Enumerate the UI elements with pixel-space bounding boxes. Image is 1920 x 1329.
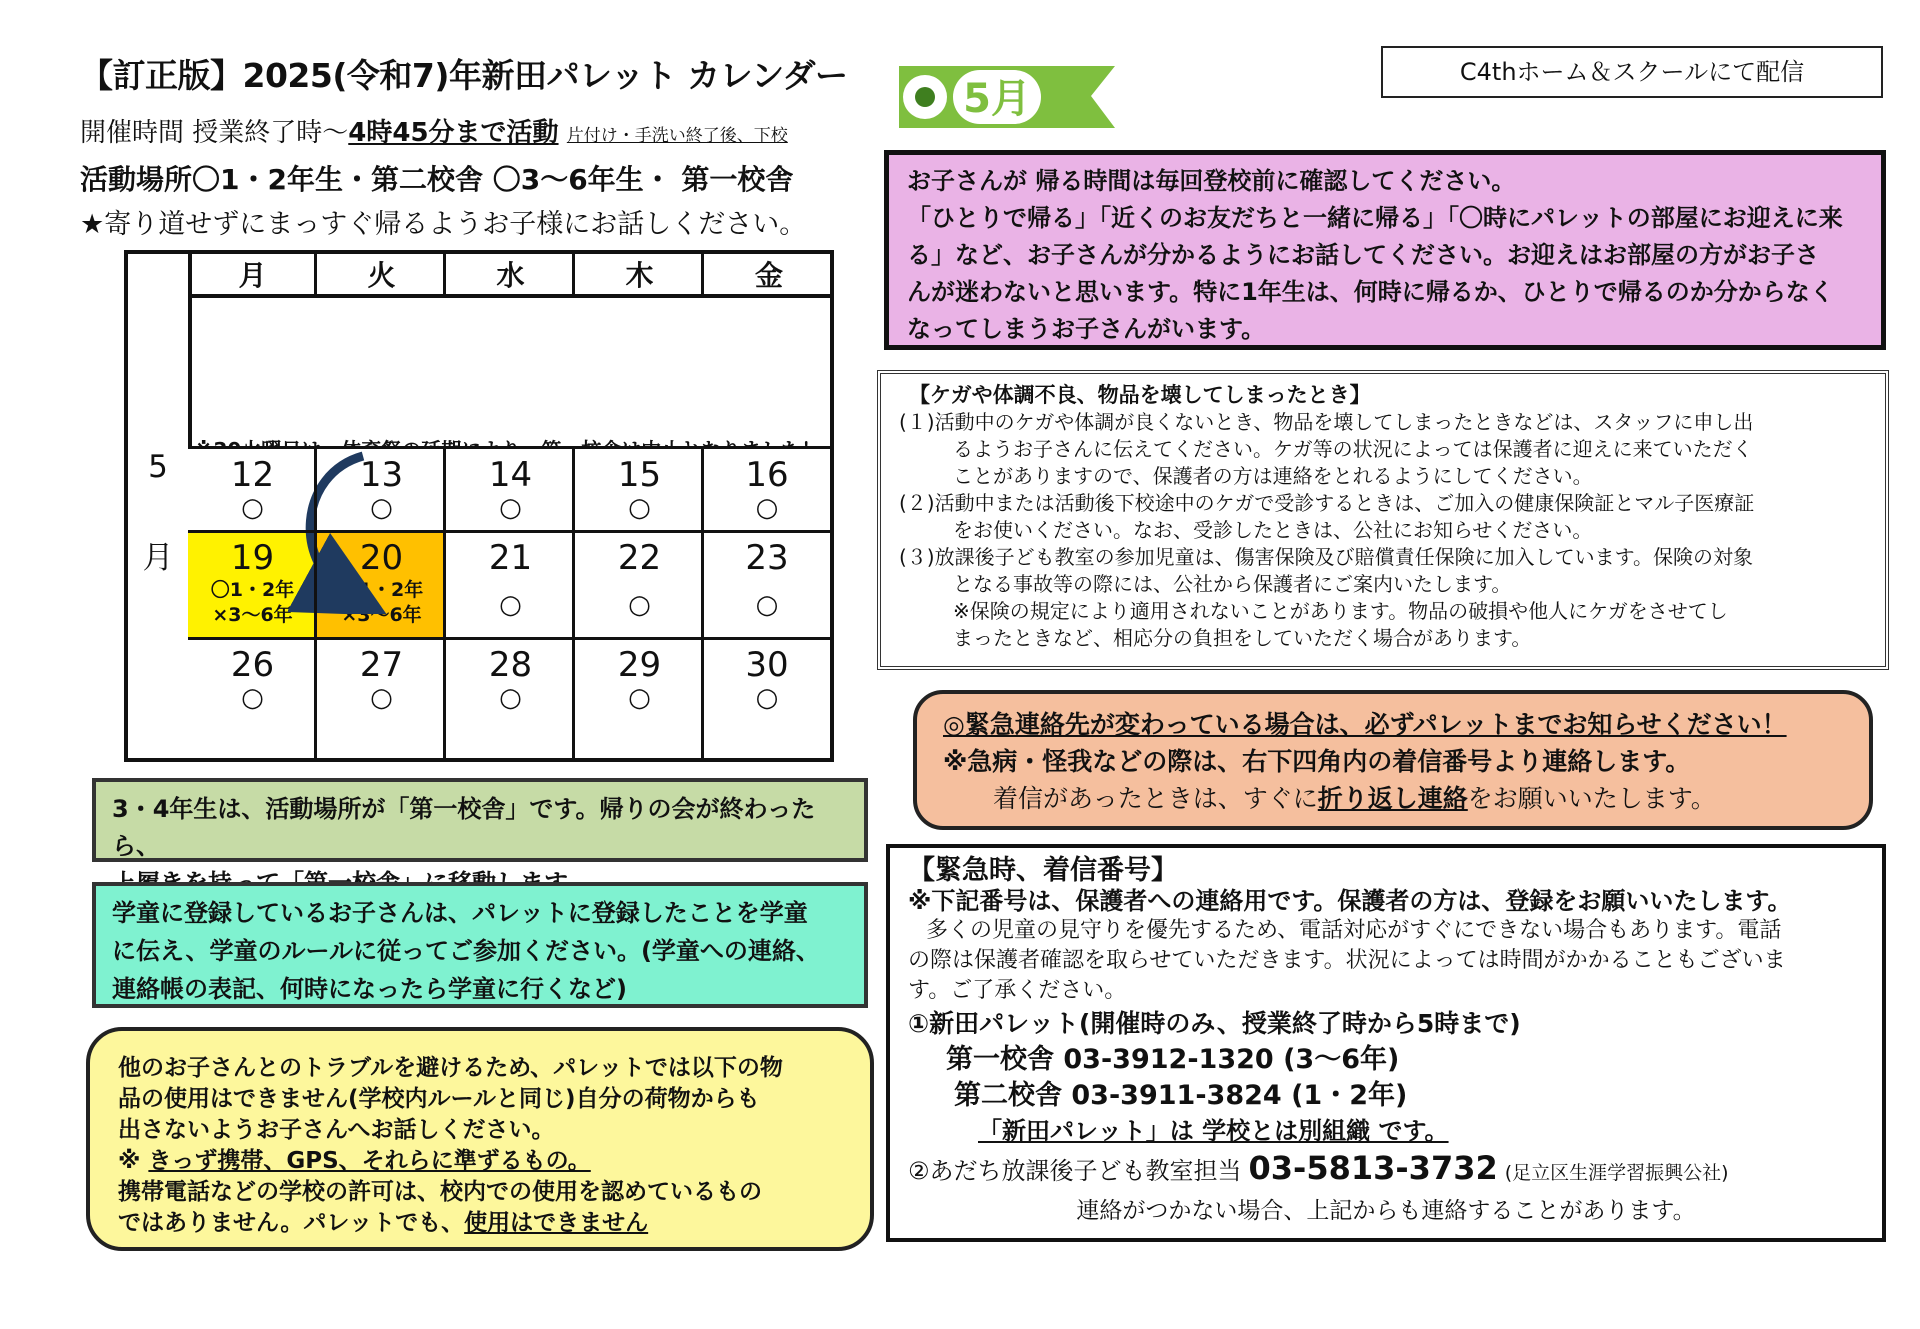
calendar-column-divider [443,254,446,294]
grade-status-line: 〇1・2年 [339,579,424,601]
calendar-day-cell [188,639,317,758]
calendar-date: 12 [230,455,275,495]
injury-p3-c: ※保険の規定により適用されないことがあります。物品の破損や他人にケガをさせてし [953,599,1728,623]
activity-circle-mark: ○ [755,683,779,713]
emergency-line-2: ※急病・怪我などの際は、右下四角内の着信番号より連絡します。 [943,747,1691,776]
calendar-day-cell [446,639,575,758]
emergency-callback-emphasis: 折り返し連絡 [1317,784,1468,813]
injury-p3-b: となる事故等の際には、公社から保護者にご案内いたします。 [953,572,1512,596]
grade-status-line: 〇1・2年 [210,579,295,601]
calendar-day-cell [317,639,446,758]
calendar-date: 30 [745,645,789,685]
calendar-note-row [188,294,830,449]
phone-numbers-box [886,844,1886,1242]
activity-circle-mark: ○ [499,590,522,620]
calendar-row-divider [188,530,830,533]
phone-note-3: す。ご了承ください。 [908,978,1127,1003]
calendar-day-cell [446,449,575,532]
activity-circle-mark: ○ [241,493,264,523]
activity-circle-mark: ○ [499,493,522,523]
phone-item-2 [908,1148,1864,1193]
gakudo-line-1: 学童に登録しているお子さんは、パレットに登録したことを学童 [112,899,808,927]
grade-status-line: ×3～6年 [341,604,422,626]
phone-note-2: の際は保護者確認を取らせていただきます。状況によっては時間がかかることもございま [908,948,1786,973]
phone-note-1: 多くの児童の見守りを優先するため、電話対応がすぐにできない場合もあります。電話 [926,918,1782,943]
emergency-line-3-suffix: をお願いいたします。 [1467,784,1716,813]
emergency-contact-notice [913,690,1873,830]
calendar-date: 29 [617,645,662,685]
gakudo-line-3: 連絡帳の表記、何時になったら学童に行くなど) [112,975,627,1003]
calendar-column-divider [572,449,575,758]
calendar-column-divider [443,449,446,758]
phone-separate-org: 「新田パレット」は 学校とは別組織 です。 [978,1117,1449,1145]
weekday-fri: 金 [754,259,783,292]
calendar-column-divider [701,254,704,294]
hours-highlight: 4時45分まで活動 [348,118,559,148]
month-char-number: 5 [148,449,168,485]
activity-circle-mark: ○ [241,683,264,713]
gakudo-notice [92,882,868,1008]
activity-circle-mark: ○ [628,590,651,620]
calendar-column-divider [314,449,317,758]
calendar-column-divider [314,254,317,294]
weekday-wed: 水 [496,259,525,292]
activity-circle-mark: ○ [628,493,651,523]
activity-circle-mark: ○ [370,683,393,713]
weekday-tue: 火 [367,259,396,292]
calendar-date: 15 [617,455,662,495]
pickup-line-2: 「ひとりで帰る」「近くのお友だちと一緒に帰る」「〇時にパレットの部屋にお迎えに来 [907,204,1843,232]
device-rule-notice [86,1027,874,1251]
calendar-date: 27 [359,645,404,685]
calendar-day-cell [704,639,830,758]
calendar-date: 19 [230,538,275,578]
injury-p2-a: (２)活動中または活動後下校途中のケガで受診するときは、ご加入の健康保険証とマル子医療証 [899,491,1755,515]
grade34-notice [92,778,868,862]
activity-circle-mark: ○ [370,493,393,523]
calendar-day-cell [575,639,704,758]
phone-item-2-org: (足立区生涯学習振興公社) [1504,1162,1729,1184]
weekday-thu: 木 [625,259,654,292]
device-line-6-prefix: ではありません。パレットでも、 [118,1210,465,1236]
device-line-5: 携帯電話などの学校の許可は、校内での使用を認めているもの [118,1179,762,1205]
pickup-line-3: る」など、お子さんが分かるようにお話してください。お迎えはお部屋の方がお子さ [907,241,1819,269]
phone-school-2: 第二校舎 03-3911-3824 (1・2年) [954,1080,1408,1111]
phone-item-2-number: 03-5813-3732 [1248,1149,1498,1187]
emergency-line-3-prefix: 着信があったときは、すぐに [993,784,1318,813]
move-arrow-icon [288,444,398,614]
device-line-3: 出さないようお子さんへお話しください。 [118,1117,555,1143]
device-line-4-underlined: きっず携帯、GPS、それらに準ずるもの。 [148,1148,591,1174]
injury-p3-d: まったときなど、相応分の負担をしていただく場合があります。 [953,626,1532,650]
calendar-date: 13 [359,455,404,495]
calendar-date: 23 [745,538,789,578]
phone-school-1: 第一校舎 03-3912-1320 (3～6年) [946,1044,1400,1075]
phone-item-1: ①新田パレット(開催時のみ、授業終了時から5時まで) [908,1009,1521,1038]
calendar-date: 16 [745,455,789,495]
page-title: 【訂正版】2025(令和7)年新田パレット カレンダー [80,56,848,95]
phone-item-2-label: ②あだち放課後子ども教室担当 [908,1157,1242,1185]
calendar-date: 20 [359,538,404,578]
calendar-date: 28 [488,645,533,685]
month-char-kanji: 月 [142,540,174,576]
pickup-line-5: なってしまうお子さんがいます。 [907,315,1266,343]
grade-status-line: ×3～6年 [212,604,293,626]
calendar-date: 14 [488,455,533,495]
device-line-6-underlined: 使用はできません [464,1210,649,1236]
activity-circle-mark: ○ [499,683,522,713]
device-line-2: 品の使用はできません(学校内ルールと同じ)自分の荷物からも [118,1086,760,1112]
flag-label: 5月 [963,76,1031,122]
hours-note: 片付け・手洗い終了後、下校 [566,126,788,146]
emergency-line-3 [943,780,1843,817]
go-home-notice: ★寄り道せずにまっすぐ帰るようお子様にお話しください。 [80,209,807,240]
injury-heading: 【ケガや体調不良、物品を壊してしまったとき】 [909,383,1371,407]
koinobori-flag-icon [895,58,1115,134]
device-line-1: 他のお子さんとのトラブルを避けるため、パレットでは以下の物 [118,1055,783,1081]
activity-place: 活動場所〇1・2年生・第二校舎 〇3～6年生・ 第一校舎 [80,163,794,196]
injury-p3-a: (３)放課後子ども教室の参加児童は、傷害保険及び賠償責任保険に加入しています。保険の対象 [899,545,1754,569]
device-line-4 [118,1146,842,1177]
phone-footer: 連絡がつかない場合、上記からも連絡することがあります。 [1076,1198,1696,1224]
phone-note-bold: ※下記番号は、保護者への連絡用です。保護者の方は、登録をお願いいたします。 [908,887,1792,915]
injury-p2-b: をお使いください。なお、受診したときは、公社にお知らせください。 [953,518,1593,542]
calendar-date: 21 [488,538,533,578]
phone-heading: 【緊急時、着信番号】 [908,855,1178,886]
calendar-date: 22 [617,538,662,578]
calendar-day-cell [575,532,704,639]
weekday-mon: 月 [238,259,267,292]
hours-line [80,112,788,149]
injury-p1-a: (１)活動中のケガや体調が良くないとき、物品を壊してしまったときなどは、スタッフに申し出 [899,410,1754,434]
grade34-line-1: 3・4年生は、活動場所が「第一校舎」です。帰りの会が終わったら、 [112,795,816,860]
calendar-row-divider [188,637,830,640]
injury-notice [877,370,1889,670]
distribution-label: C4thホーム＆スクールにて配信 [1381,46,1883,98]
emergency-line-1: ◎緊急連絡先が変わっている場合は、必ずパレットまでお知らせください！ [943,710,1787,739]
device-line-4-prefix: ※ [118,1148,149,1174]
pickup-notice [884,150,1886,350]
calendar-column-divider [701,449,704,758]
activity-circle-mark: ○ [755,590,779,620]
hours-prefix: 開催時間 授業終了時～ [80,118,349,148]
calendar-day-cell [704,449,830,532]
month-column [128,254,192,758]
injury-p1-b: るようお子さんに伝えてください。ケガ等の状況によっては保護者に迎えに来ていただく [953,437,1753,461]
calendar [124,250,834,762]
weekday-header [188,254,830,298]
pickup-line-4: んが迷わないと思います。特に1年生は、何時に帰るか、ひとりで帰るのか分からなく [907,278,1834,306]
calendar-day-cell [575,449,704,532]
activity-circle-mark: ○ [628,683,651,713]
activity-circle-mark: ○ [755,493,779,523]
calendar-day-cell [704,532,830,639]
pickup-line-1: お子さんが 帰る時間は毎回登校前に確認してください。 [907,167,1516,195]
device-line-6 [118,1208,842,1239]
calendar-column-divider [572,254,575,294]
calendar-day-cell [446,532,575,639]
calendar-date: 26 [230,645,275,685]
injury-p1-c: ことがありますので、保護者の方は連絡をとれるようにしてください。 [953,464,1593,488]
gakudo-line-2: に伝え、学童のルールに従ってご参加ください。(学童への連絡、 [112,937,820,965]
